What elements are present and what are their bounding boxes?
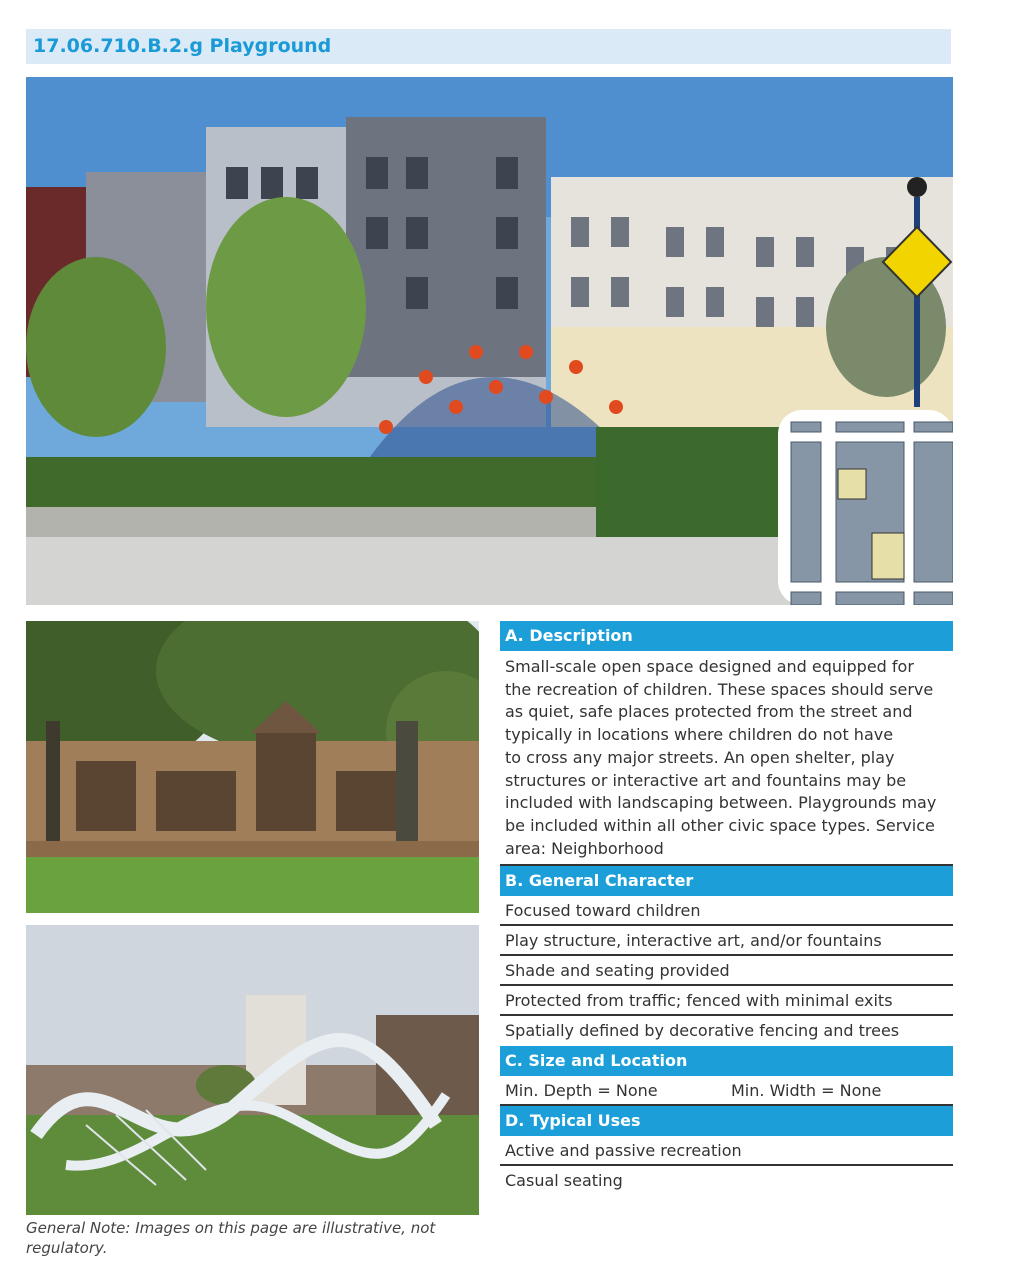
hero-photo — [26, 77, 953, 605]
size-heading: C. Size and Location — [500, 1046, 953, 1076]
character-heading: B. General Character — [500, 866, 953, 896]
standards-panel — [500, 621, 953, 1196]
min-width: Min. Width = None — [731, 1081, 882, 1101]
description-text — [500, 651, 953, 866]
wooden-playground-photo — [26, 621, 479, 913]
description-line: the recreation of children. These spaces should serve — [505, 679, 934, 699]
description-line: as quiet, safe places protected from the street and — [505, 702, 913, 722]
description-heading: A. Description — [500, 621, 953, 651]
character-item: Spatially defined by decorative fencing and trees — [505, 1021, 900, 1041]
wave-climbing-structure-photo — [26, 925, 479, 1215]
page-title: 17.06.710.B.2.g Playground — [33, 35, 332, 57]
uses-heading: D. Typical Uses — [500, 1106, 953, 1136]
description-line: typically in locations where children do not have — [505, 725, 894, 745]
size-row — [500, 1076, 953, 1106]
description-line: to cross any major streets. An open shelter, play — [505, 747, 895, 767]
general-note: General Note: Images on this page are illustrative, not regulatory. — [26, 1219, 436, 1257]
use-item: Casual seating — [505, 1171, 623, 1191]
description-line: area: Neighborhood — [505, 838, 664, 858]
character-item: Focused toward children — [500, 896, 953, 926]
description-line: included with landscaping between. Playgrounds may — [505, 793, 937, 813]
use-item: Active and passive recreation — [500, 1136, 953, 1166]
character-item: Shade and seating provided — [500, 956, 953, 986]
description-line: Small-scale open space designed and equipped for — [505, 657, 914, 676]
min-depth: Min. Depth = None — [505, 1081, 658, 1101]
character-item: Play structure, interactive art, and/or fountains — [500, 926, 953, 956]
description-line: be included within all other civic space types. Service — [505, 815, 935, 835]
description-line: structures or interactive art and fountains may be — [505, 770, 907, 790]
section-title-bar — [26, 29, 951, 64]
character-item: Protected from traffic; fenced with minimal exits — [500, 986, 953, 1016]
